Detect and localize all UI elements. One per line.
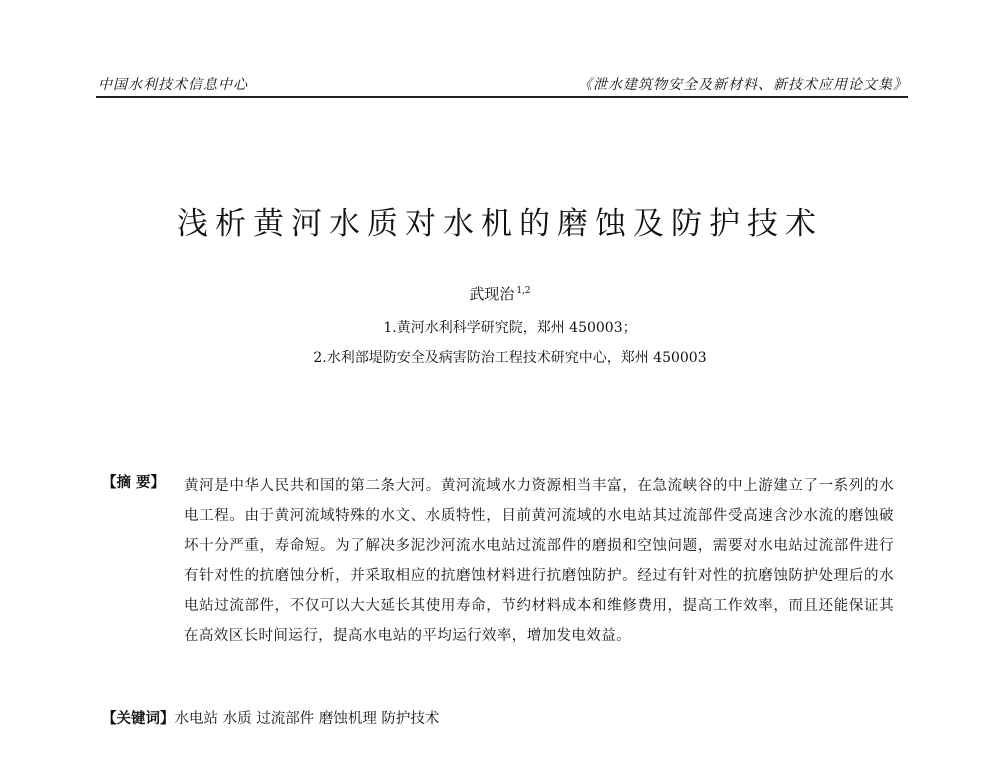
affiliation-2: 2.水利部堤防安全及病害防治工程技术研究中心，郑州 450003	[313, 350, 707, 366]
author-line	[0, 283, 1000, 304]
author-affiliation-marks: 1,2	[516, 286, 531, 296]
paper-title: 浅析黄河水质对水机的磨蚀及防护技术	[177, 206, 823, 242]
page-header	[96, 70, 908, 98]
abstract-label: 【摘 要】	[102, 474, 166, 491]
header-proceedings-title: 《泄水建筑物安全及新材料、新技术应用论文集》	[578, 77, 908, 93]
keywords-text: 水电站 水质 过流部件 磨蚀机理 防护技术	[174, 711, 440, 727]
author-name: 武现治	[469, 285, 515, 303]
keywords-label: 【关键词】	[102, 710, 175, 727]
abstract-text: 黄河是中华人民共和国的第二条大河。黄河流域水力资源相当丰富，在急流峡谷的中上游建立了一系列的水电工程。由于黄河流域特殊的水文、水质特性，目前黄河流域的水电站其过流部件受高速含沙水流的磨蚀破坏十分严重，寿命短。为了解决多泥沙河流水电站过流部件的磨损和空蚀问题，需要对水电站过流部件进行有针对性的抗磨蚀分析，并采取相应的抗磨蚀材料进行抗磨蚀防护。经过有针对性的抗磨蚀防护处理后的水电站过流部件，不仅可以大大延长其使用寿命，节约材料成本和维修费用，提高工作效率，而且还能保证其在高效区长时间运行，提高水电站的平均运行效率，增加发电效益。	[184, 478, 894, 644]
affiliation-1: 1.黄河水利科学研究院，郑州 450003；	[383, 320, 637, 336]
header-organization: 中国水利技术信息中心	[98, 77, 248, 93]
keywords-section	[102, 707, 439, 728]
